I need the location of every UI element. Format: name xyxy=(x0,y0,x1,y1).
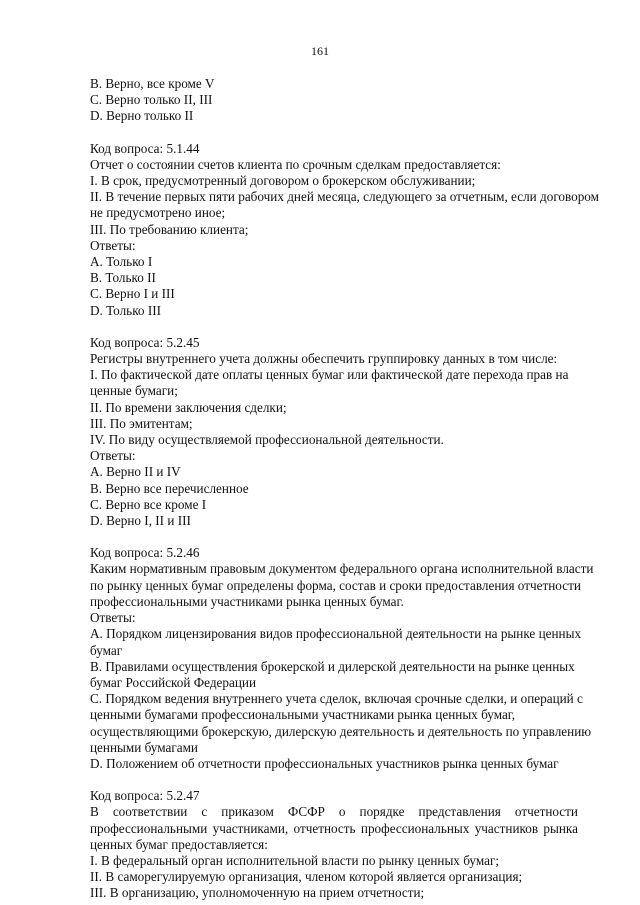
answer-option: C. Верно все кроме I xyxy=(90,496,207,512)
answer-option: B. Правилами осуществления брокерской и дилерской деятельности на рынке ценных xyxy=(90,658,575,674)
page-number: 161 xyxy=(311,44,329,58)
question-code: Код вопроса: 5.2.46 xyxy=(90,545,200,561)
question-code: Код вопроса: 5.1.44 xyxy=(90,140,200,156)
answer-option: B. Верно все перечисленное xyxy=(90,480,249,496)
answer-option: бумаг Российской Федерации xyxy=(90,674,257,690)
answer-option: D. Только III xyxy=(90,302,161,318)
statement-item: II. В течение первых пяти рабочих дней месяца, следующего за отчетным, если договором xyxy=(90,189,599,205)
answer-option: бумаг xyxy=(90,642,123,658)
answer-option: C. Верно только II, III xyxy=(90,92,213,108)
question-text: Каким нормативным правовым документом федерального органа исполнительной власти xyxy=(90,561,594,577)
question-text: ценных бумаг предоставляется: xyxy=(90,836,268,852)
statement-item: III. В организацию, уполномоченную на прием отчетности; xyxy=(90,885,425,901)
question-block xyxy=(90,788,578,901)
document-body xyxy=(90,76,599,902)
statement-item: IV. По виду осуществляемой профессиональной деятельности. xyxy=(90,432,444,448)
answers-label: Ответы: xyxy=(90,237,136,253)
question-text: профессиональными участниками рынка ценных бумаг. xyxy=(90,593,404,609)
answer-option: C. Верно I и III xyxy=(90,286,175,302)
answer-option: D. Верно I, II и III xyxy=(90,513,191,529)
statement-item: II. По времени заключения сделки; xyxy=(90,399,287,415)
answer-option: A. Верно II и IV xyxy=(90,464,181,480)
statement-item: I. По фактической дате оплаты ценных бумаг или фактической дате перехода прав на xyxy=(90,367,569,383)
answer-option: ценными бумагами xyxy=(90,739,198,755)
statement-item: не предусмотрено иное; xyxy=(90,205,226,221)
question-code: Код вопроса: 5.2.47 xyxy=(90,788,200,804)
question-text: Отчет о состоянии счетов клиента по срочным сделкам предоставляется: xyxy=(90,156,501,172)
answer-option: A. Только I xyxy=(90,254,153,270)
statement-item: III. По требованию клиента; xyxy=(90,221,249,237)
question-text: профессиональными участниками, отчетность профессиональных участников рынка xyxy=(90,820,578,836)
statement-item: III. По эмитентам; xyxy=(90,415,193,431)
statement-item: ценные бумаги; xyxy=(90,383,178,399)
answer-option: ценными бумагами профессиональными участниками рынка ценных бумаг, xyxy=(90,707,516,723)
answer-option: осуществляющими брокерскую, дилерскую деятельность и деятельность по управлению xyxy=(90,723,592,739)
answer-option: C. Порядком ведения внутреннего учета сделок, включая срочные сделки, и операций с xyxy=(90,691,583,707)
question-block xyxy=(90,335,578,529)
question-code: Код вопроса: 5.2.45 xyxy=(90,334,200,350)
answer-option: D. Верно только II xyxy=(90,108,194,124)
question-block xyxy=(90,545,594,772)
question-text: Регистры внутреннего учета должны обеспечить группировку данных в том числе: xyxy=(90,351,558,367)
statement-item: I. В срок, предусмотренный договором о брокерском обслуживании; xyxy=(90,173,476,189)
previous-question-tail xyxy=(90,76,578,125)
statement-item: II. В саморегулируемую организация, членом которой является организация; xyxy=(90,869,523,885)
answer-option: B. Только II xyxy=(90,270,156,286)
statement-item: I. В федеральный орган исполнительной власти по рынку ценных бумаг; xyxy=(90,852,500,868)
question-text: по рынку ценных бумаг определены форма, состав и сроки предоставления отчетности xyxy=(90,577,581,593)
answers-label: Ответы: xyxy=(90,448,136,464)
answer-option: B. Верно, все кроме V xyxy=(90,76,215,91)
answers-label: Ответы: xyxy=(90,610,136,626)
answer-option: D. Положением об отчетности профессиональных участников рынка ценных бумаг xyxy=(90,755,559,771)
answer-option: A. Порядком лицензирования видов профессиональной деятельности на рынке ценных xyxy=(90,626,582,642)
question-block xyxy=(90,140,599,319)
question-text: В соответствии с приказом ФСФР о порядке представления отчетности xyxy=(90,804,578,820)
